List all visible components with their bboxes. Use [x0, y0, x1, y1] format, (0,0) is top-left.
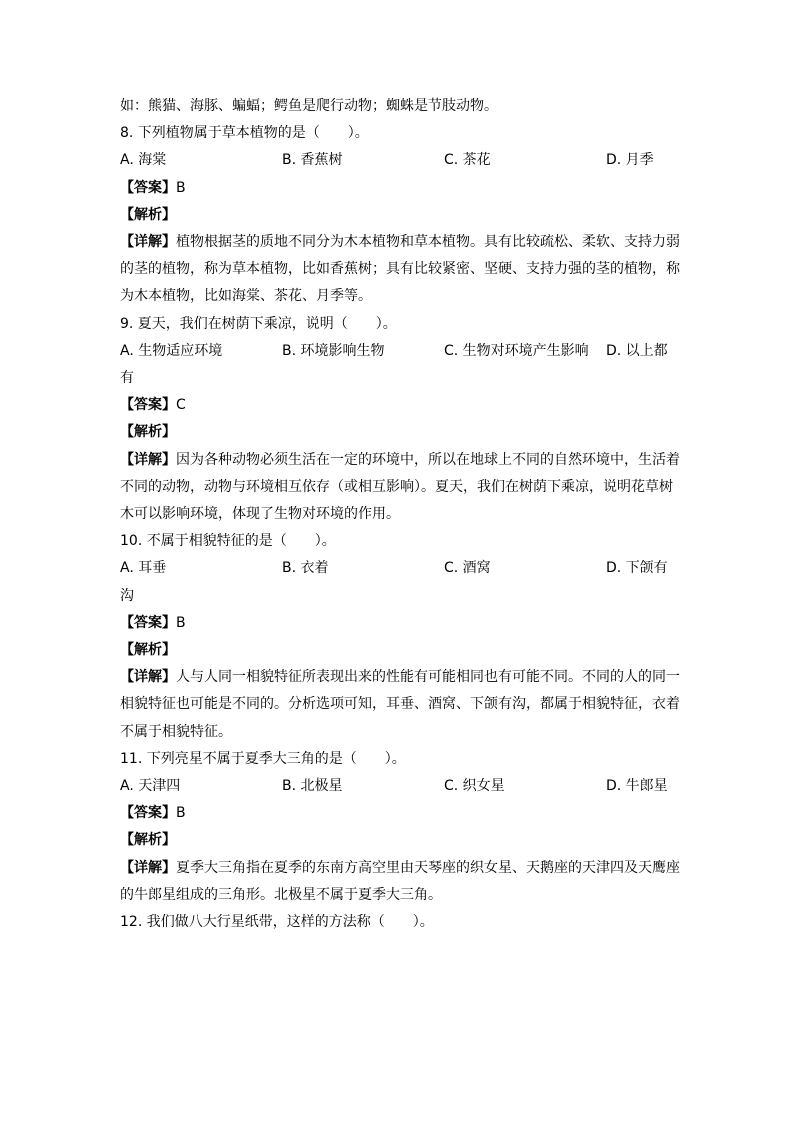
text-line — [120, 531, 336, 553]
line-text: B — [176, 805, 186, 821]
text-line — [120, 286, 372, 308]
answer-option: B. 香蕉树 — [282, 152, 343, 168]
answer-option: D. 牛郎星 — [606, 778, 668, 794]
line-text: 因为各种动物必须生活在一定的环境中，所以在地球上不同的自然环境中，生活着 — [176, 452, 680, 468]
line-text: 不同的动物，动物与环境相互依存（或相互影响）。夏天，我们在树荫下乘凉，说明花草树 — [120, 479, 673, 495]
labeled-line — [120, 395, 186, 417]
line-text: 的牛郎星组成的三角形。北极星不属于夏季大三角。 — [120, 887, 442, 903]
line-text: 植物根据茎的质地不同分为木本植物和草本植物。具有比较疏松、柔软、支持力弱 — [176, 234, 680, 250]
line-text: 如：熊猫、海豚、蝙蝠；鳄鱼是爬行动物；蜘蛛是节肢动物。 — [120, 98, 498, 114]
labeled-line — [120, 450, 680, 472]
labeled-line — [120, 667, 680, 689]
text-line — [120, 123, 369, 145]
labeled-line — [120, 422, 176, 444]
section-tag: 【详解】 — [120, 452, 176, 468]
section-tag: 【答案】 — [120, 805, 176, 821]
section-tag: 【解析】 — [120, 642, 176, 658]
section-tag: 【详解】 — [120, 860, 176, 876]
text-line — [120, 504, 400, 526]
line-text: 为木本植物，比如海棠、茶花、月季等。 — [120, 288, 372, 304]
labeled-line — [120, 205, 176, 227]
labeled-line — [120, 803, 186, 825]
answer-option: A. 生物适应环境 — [120, 343, 223, 359]
answer-option: D. 以上都 — [606, 343, 668, 359]
text-line — [120, 885, 442, 907]
text-line — [120, 477, 673, 499]
line-text: 相貌特征也可能是不同的。分析选项可知，耳垂、酒窝、下颌有沟，都属于相貌特征，衣着 — [120, 696, 680, 712]
section-tag: 【答案】 — [120, 180, 176, 196]
text-line — [120, 314, 397, 336]
section-tag: 【解析】 — [120, 207, 176, 223]
answer-option: D. 下颌有 — [606, 560, 668, 576]
section-tag: 【解析】 — [120, 832, 176, 848]
line-text: B — [176, 180, 186, 196]
labeled-line — [120, 640, 176, 662]
line-text: 11. 下列亮星不属于夏季大三角的是（ ）。 — [120, 751, 406, 767]
line-text: 9. 夏天，我们在树荫下乘凉，说明（ ）。 — [120, 316, 397, 332]
labeled-line — [120, 830, 176, 852]
answer-option: B. 北极星 — [282, 778, 343, 794]
line-text: 木可以影响环境，体现了生物对环境的作用。 — [120, 506, 400, 522]
answer-option: C. 生物对环境产生影响 — [444, 343, 589, 359]
answer-option: C. 织女星 — [444, 778, 505, 794]
section-tag: 【答案】 — [120, 615, 176, 631]
labeled-line — [120, 232, 680, 254]
line-text: 有 — [120, 370, 134, 386]
section-tag: 【详解】 — [120, 669, 176, 685]
line-text: 不属于相貌特征。 — [120, 724, 232, 740]
text-line — [120, 912, 434, 934]
answer-option: B. 环境影响生物 — [282, 343, 385, 359]
answer-option: D. 月季 — [606, 152, 654, 168]
line-text: B — [176, 615, 186, 631]
line-text: C — [176, 397, 186, 413]
section-tag: 【解析】 — [120, 424, 176, 440]
answer-option: A. 天津四 — [120, 778, 181, 794]
line-text: 夏季大三角指在夏季的东南方高空里由天琴座的织女星、天鹅座的天津四及天鹰座 — [176, 860, 680, 876]
labeled-line — [120, 178, 186, 200]
labeled-line — [120, 858, 680, 880]
text-line — [120, 694, 680, 716]
line-text: 人与人同一相貌特征所表现出来的性能有可能相同也有可能不同。不同的人的同一 — [176, 669, 680, 685]
answer-option: B. 衣着 — [282, 560, 329, 576]
section-tag: 【答案】 — [120, 397, 176, 413]
text-line — [120, 96, 498, 118]
text-line — [120, 749, 406, 771]
line-text: 10. 不属于相貌特征的是（ ）。 — [120, 533, 336, 549]
line-text: 沟 — [120, 588, 134, 604]
text-line — [120, 368, 134, 390]
section-tag: 【详解】 — [120, 234, 176, 250]
answer-option: C. 茶花 — [444, 152, 491, 168]
answer-option: C. 酒窝 — [444, 560, 491, 576]
answer-option: A. 海棠 — [120, 152, 167, 168]
line-text: 的茎的植物，称为草本植物，比如香蕉树；具有比较紧密、坚硬、支持力强的茎的植物，称 — [120, 261, 680, 277]
labeled-line — [120, 613, 186, 635]
line-text: 8. 下列植物属于草本植物的是（ ）。 — [120, 125, 369, 141]
line-text: 12. 我们做八大行星纸带，这样的方法称（ ）。 — [120, 914, 434, 930]
text-line — [120, 586, 134, 608]
text-line — [120, 722, 232, 744]
text-line — [120, 259, 680, 281]
answer-option: A. 耳垂 — [120, 560, 167, 576]
